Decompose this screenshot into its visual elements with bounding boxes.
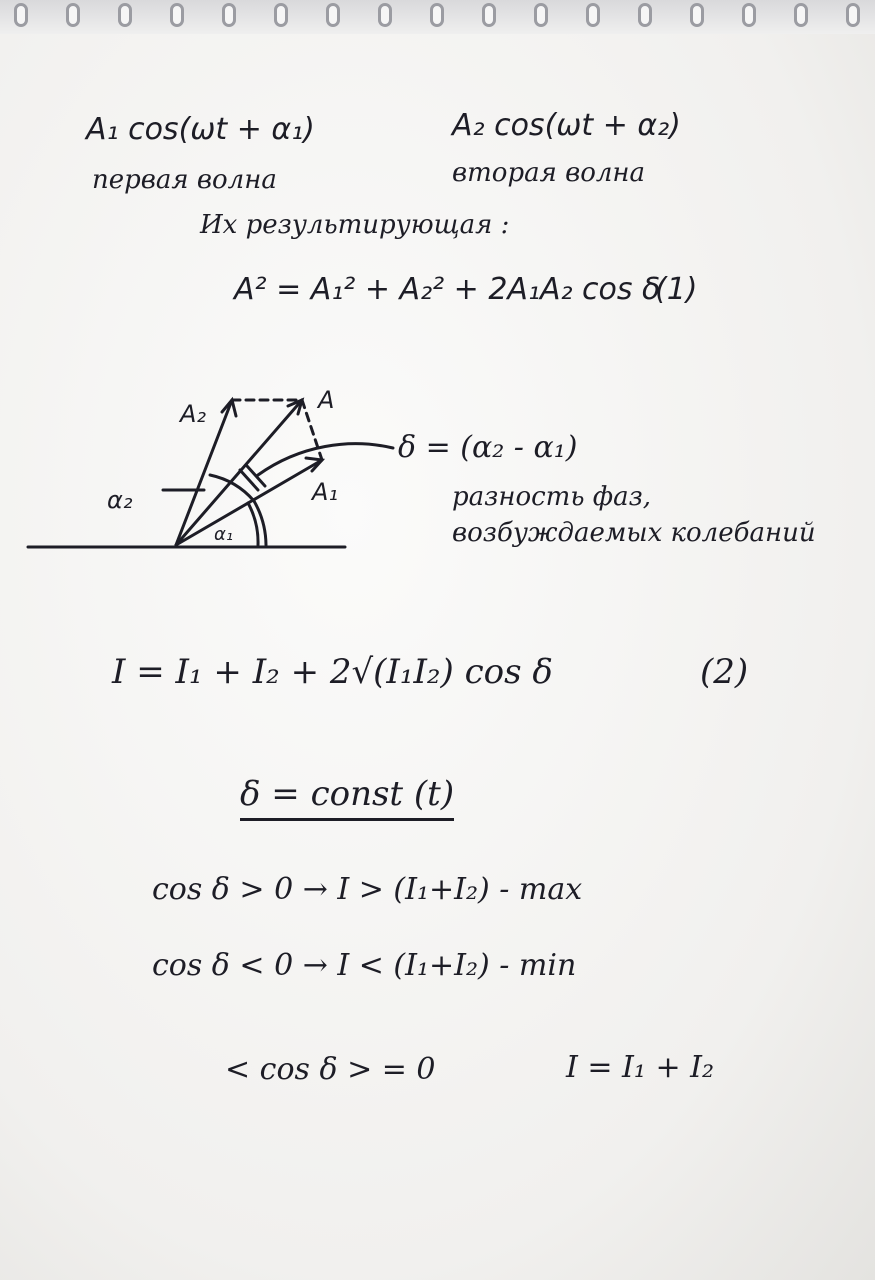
binding-ring: [742, 3, 756, 27]
binding-ring: [274, 3, 288, 27]
wave2-label: вторая волна: [452, 158, 646, 188]
arc-alpha1-inner: [248, 503, 258, 545]
binding-ring: [326, 3, 340, 27]
binding-ring: [794, 3, 808, 27]
wave1-label: первая волна: [92, 165, 277, 195]
spiral-binding: [0, 0, 875, 34]
case-minimum: cos δ < 0 → I < (I₁+I₂) - min: [152, 948, 577, 983]
average-cos-delta: < cos δ > = 0: [225, 1052, 436, 1087]
binding-ring: [222, 3, 236, 27]
label-alpha1: α₁: [214, 524, 234, 545]
wave1-formula: A₁ cos(ωt + α₁): [86, 112, 315, 147]
label-a: A: [318, 386, 335, 414]
phase-constant-condition: δ = const (t): [240, 774, 454, 821]
case-maximum: cos δ > 0 → I > (I₁+I₂) - max: [152, 872, 583, 907]
delta-description-line2: возбуждаемых колебаний: [452, 518, 816, 548]
resultant-heading: Их результирующая :: [200, 210, 510, 240]
incoherent-intensity: I = I₁ + I₂: [566, 1050, 715, 1085]
delta-description-line1: разность фаз,: [452, 482, 652, 512]
binding-ring: [378, 3, 392, 27]
wave2-formula: A₂ cos(ωt + α₂): [452, 108, 681, 143]
binding-ring: [430, 3, 444, 27]
binding-ring: [118, 3, 132, 27]
binding-ring: [846, 3, 860, 27]
binding-ring: [586, 3, 600, 27]
binding-ring: [170, 3, 184, 27]
binding-ring: [66, 3, 80, 27]
binding-ring: [690, 3, 704, 27]
formula-1: A² = A₁² + A₂² + 2A₁A₂ cos δ: [234, 272, 661, 307]
label-a1: A₁: [312, 478, 339, 506]
delta-definition: δ = (α₂ - α₁): [398, 430, 578, 465]
formula-2: I = I₁ + I₂ + 2√(I₁I₂) cos δ: [112, 652, 553, 692]
label-a2: A₂: [180, 400, 207, 428]
binding-ring: [534, 3, 548, 27]
binding-ring: [638, 3, 652, 27]
formula-2-number: (2): [700, 652, 749, 692]
binding-ring: [482, 3, 496, 27]
label-alpha2: α₂: [107, 486, 133, 514]
formula-1-number: (1): [655, 272, 698, 307]
binding-ring: [14, 3, 28, 27]
delta-pointer-curve: [258, 444, 393, 475]
